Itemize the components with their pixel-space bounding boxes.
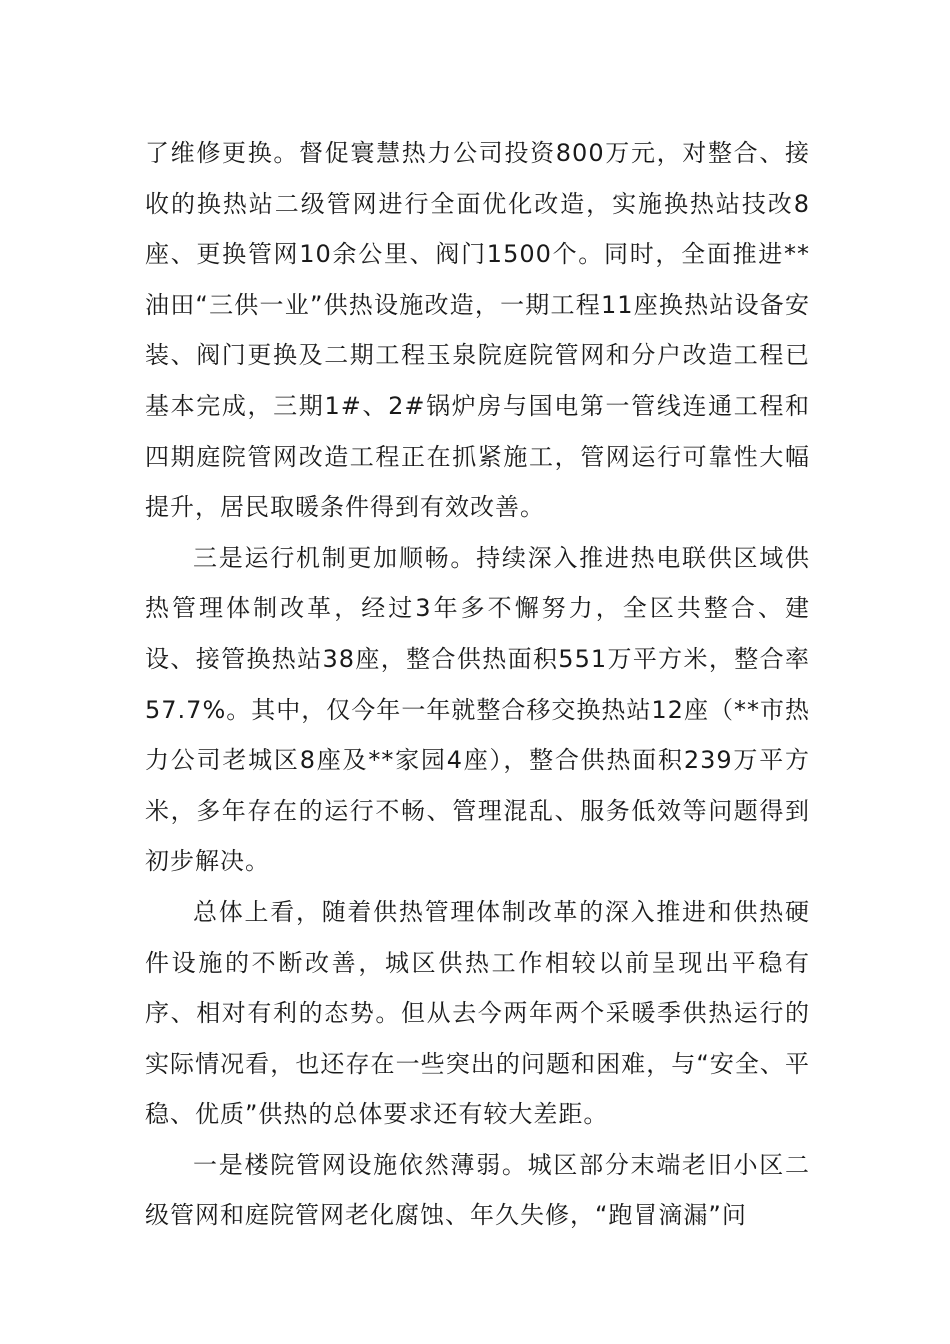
paragraph-overall-summary: 总体上看，随着供热管理体制改革的深入推进和供热硬件设施的不断改善，城区供热工作相较以前呈现出平稳有序、相对有利的态势。但从去今两年两个采暖季供热运行的实际情况看，也还存在一些突出的问题和困难，与“安全、平稳、优质”供热的总体要求还有较大差距。 (145, 897, 810, 1129)
paragraph-pipe-network-weakness: 一是楼院管网设施依然薄弱。城区部分末端老旧小区二级管网和庭院管网老化腐蚀、年久失修，“跑冒滴漏”问 (145, 1150, 810, 1230)
paragraph-continuation: 了维修更换。督促寰慧热力公司投资800万元，对整合、接收的换热站二级管网进行全面优化改造，实施换热站技改8座、更换管网10余公里、阀门1500个。同时，全面推进**油田“三供一业”供热设施改造，一期工程11座换热站设备安装、阀门更换及二期工程玉泉院庭院管网和分户改造工程已基本完成，三期1#、2#锅炉房与国电第一管线连通工程和四期庭院管网改造工程正在抓紧施工，管网运行可靠性大幅提升，居民取暖条件得到有效改善。 (145, 139, 810, 522)
paragraph-operation-mechanism: 三是运行机制更加顺畅。持续深入推进热电联供区域供热管理体制改革，经过3年多不懈努力，全区共整合、建设、接管换热站38座，整合供热面积551万平方米，整合率57.7%。其中，仅今年一年就整合移交换热站12座（**市热力公司老城区8座及**家园4座），整合供热面积239万平方米，多年存在的运行不畅、管理混乱、服务低效等问题得到初步解决。 (145, 543, 810, 876)
document-body (145, 128, 810, 1241)
